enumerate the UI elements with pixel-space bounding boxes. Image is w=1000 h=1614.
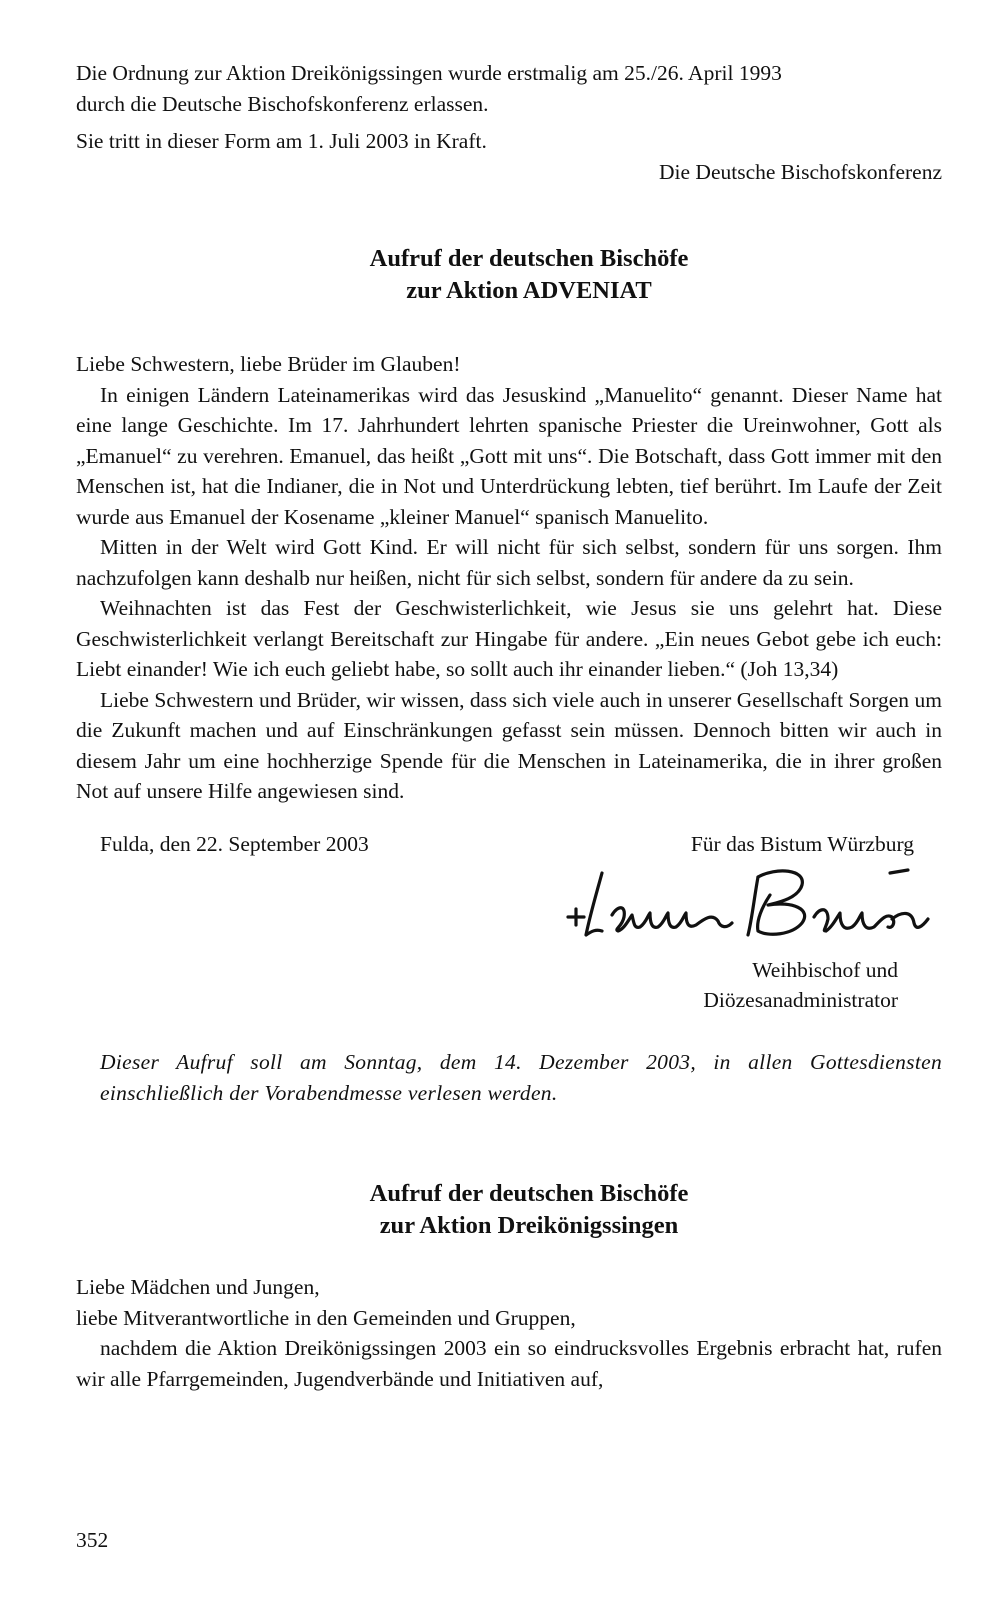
signature-area	[76, 859, 942, 955]
dreikoenig-salutation-1: Liebe Mädchen und Jungen,	[76, 1275, 320, 1299]
adveniat-heading-line1: Aufruf der deutschen Bischöfe	[369, 245, 689, 272]
effective-date-line: Sie tritt in dieser Form am 1. Juli 2003 in Kraft.	[76, 129, 487, 153]
adveniat-heading	[116, 243, 942, 307]
signer-title-1: Weihbischof und	[752, 958, 898, 982]
place-date: Fulda, den 22. September 2003	[100, 831, 369, 856]
dreikoenig-salutation-2: liebe Mitverantwortliche in den Gemeinden und Gruppen,	[76, 1305, 576, 1330]
handwritten-signature	[562, 865, 942, 957]
signer-title-2: Diözesanadministrator	[703, 988, 898, 1012]
page-number: 352	[76, 1528, 109, 1552]
order-date-line: Die Ordnung zur Aktion Dreikönigssingen wurde erstmalig am 25./26. April 1993	[76, 61, 782, 85]
adveniat-paragraph-3: Weihnachten ist das Fest der Geschwisterlichkeit, wie Jesus sie uns gelehrt hat. Diese Geschwisterlichkeit verlangt Bereitschaft zur Hingabe für andere. „Ein neues Gebot gebe ich euch: Liebt einander! Wie ich euch geliebt habe, so sollt auch ihr einander lieben.“ (Joh 13,34)	[76, 596, 942, 681]
signature-row	[76, 829, 942, 860]
dreikoenig-heading-line1: Aufruf der deutschen Bischöfe	[369, 1180, 689, 1207]
document-page	[76, 58, 942, 1394]
dreikoenig-paragraph-1: nachdem die Aktion Dreikönigssingen 2003 ein so eindrucksvolles Ergebnis erbracht hat, rufen wir alle Pfarrgemeinden, Jugendverbände und Initiativen auf,	[76, 1336, 942, 1391]
conference-signer: Die Deutsche Bischofskonferenz	[659, 159, 942, 184]
adveniat-heading-line2: zur Aktion ADVENIAT	[406, 277, 652, 304]
reading-note: Dieser Aufruf soll am Sonntag, dem 14. Dezember 2003, in allen Gottesdiensten einschließlich der Vorabendmesse verlesen werden.	[100, 1050, 942, 1105]
signer-titles	[76, 955, 942, 1015]
dreikoenig-heading-line2: zur Aktion Dreikönigssingen	[379, 1212, 679, 1239]
diocese-line: Für das Bistum Würzburg	[690, 831, 914, 856]
adveniat-salutation: Liebe Schwestern, liebe Brüder im Glauben!	[76, 352, 461, 376]
dreikoenig-heading	[116, 1178, 942, 1242]
adveniat-paragraph-4: Liebe Schwestern und Brüder, wir wissen, dass sich viele auch in unserer Gesellschaft Sorgen um die Zukunft machen und auf Einschränkungen gefasst sein müssen. Dennoch bitten wir auch in diesem Jahr um eine hochherzige Spende für die Menschen in Lateinamerika, die in ihrer großen Not auf unsere Hilfe angewiesen sind.	[76, 687, 942, 803]
adveniat-paragraph-1: In einigen Ländern Lateinamerikas wird das Jesuskind „Manuelito“ genannt. Dieser Name hat eine lange Geschichte. Im 17. Jahrhundert lehrten spanische Priester die Ureinwohner, Gott als „Emanuel“ zu verehren. Emanuel, das heißt „Gott mit uns“. Die Botschaft, dass Gott immer mit den Menschen ist, hat die Indianer, die in Not und Unterdrückung lebten, tief berührt. Im Laufe der Zeit wurde aus Emanuel der Kosename „kleiner Manuel“ spanisch Manuelito.	[76, 382, 942, 529]
adveniat-paragraph-2: Mitten in der Welt wird Gott Kind. Er will nicht für sich selbst, sondern für uns sorgen. Ihm nachzufolgen kann deshalb nur heißen, nicht für sich selbst, sondern für andere da zu sein.	[76, 535, 942, 590]
order-issuer-line: durch die Deutsche Bischofskonferenz erlassen.	[76, 91, 489, 116]
